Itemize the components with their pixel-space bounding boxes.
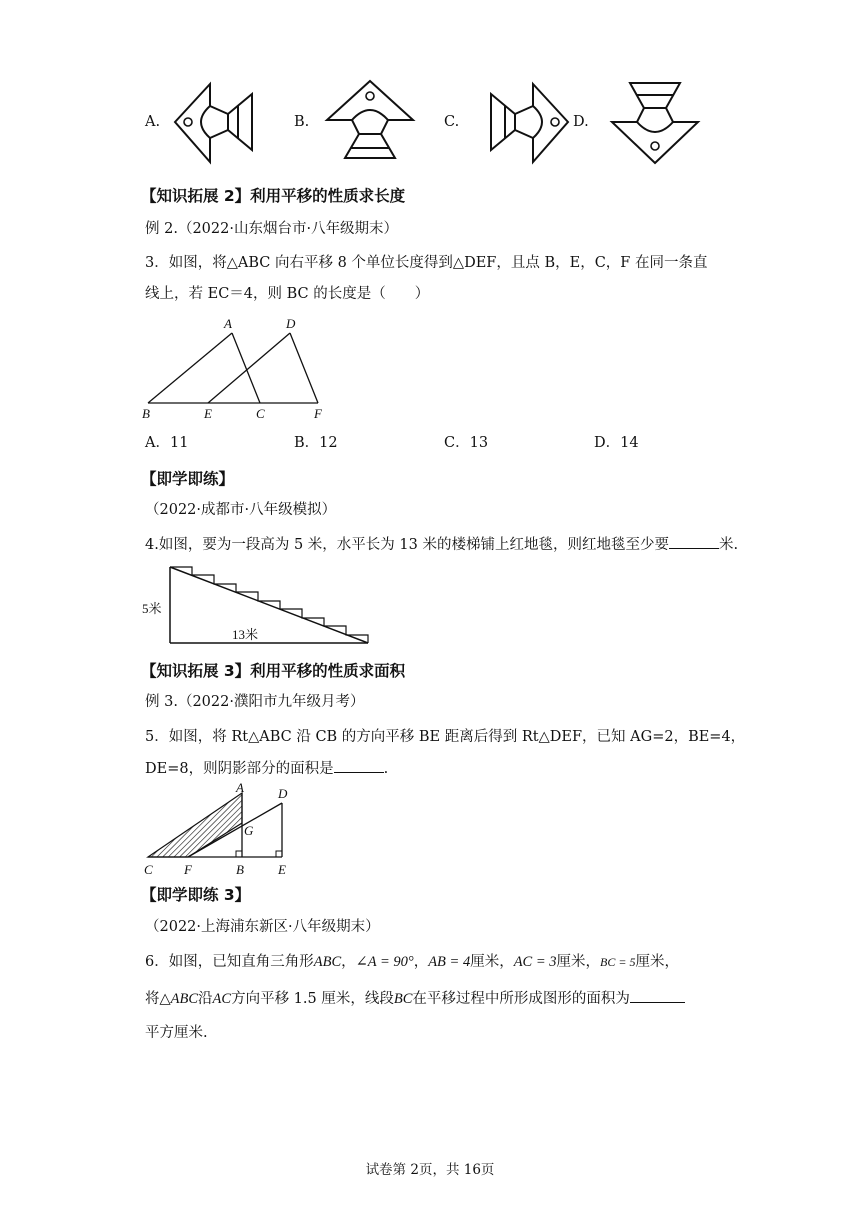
q6-part-c: ， bbox=[413, 954, 429, 970]
q6-part-e: 厘米， bbox=[556, 954, 601, 970]
q6-tri: △ABC bbox=[159, 991, 199, 1007]
label-13m: 13米 bbox=[232, 627, 259, 642]
q6-line2-c: 方向平移 1.5 厘米，线段 bbox=[231, 991, 394, 1007]
q3-option-a: A．11 bbox=[145, 435, 189, 451]
label-c: C bbox=[256, 406, 265, 421]
q3-option-d: D．14 bbox=[594, 435, 639, 451]
q6-abc: ABC bbox=[313, 954, 342, 970]
q4-text bbox=[145, 534, 738, 555]
fish-figure-d bbox=[608, 78, 703, 168]
fish-figure-c bbox=[478, 76, 573, 171]
practice1-heading: 【即学即练】 bbox=[141, 470, 235, 488]
q6-bc: BC = 5 bbox=[600, 955, 636, 969]
practice1-source: （2022·成都市·八年级模拟） bbox=[145, 502, 337, 518]
label-a: A bbox=[224, 316, 232, 331]
q6-angle: ∠A = 90° bbox=[355, 954, 414, 970]
q6-ac2: AC bbox=[212, 991, 232, 1007]
q5-shaded-figure bbox=[140, 780, 310, 878]
q6-line2-d: 在平移过程中所形成图形的面积为 bbox=[412, 991, 630, 1007]
q6-bc2: BC bbox=[393, 991, 413, 1007]
fish-figure-b bbox=[323, 76, 418, 166]
page-footer: 试卷第 2页，共 16页 bbox=[365, 1162, 495, 1178]
option-a-label: A. bbox=[145, 114, 161, 130]
fish-figure-a bbox=[170, 76, 265, 171]
q6-ab: AB = 4 bbox=[428, 954, 471, 970]
q4-prompt: 4.如图，要为一段高为 5 米，水平长为 13 米的楼梯铺上红地毯，则红地毯至少要 bbox=[145, 537, 669, 553]
q6-line2-b: 沿 bbox=[198, 991, 213, 1007]
q6-line1 bbox=[145, 952, 679, 972]
label-b: B bbox=[236, 862, 244, 877]
section3-example: 例 3.（2022·濮阳市九年级月考） bbox=[145, 694, 365, 710]
label-f: F bbox=[184, 862, 192, 877]
label-e: E bbox=[278, 862, 286, 877]
option-b-label: B. bbox=[294, 114, 310, 130]
q4-unit: 米. bbox=[718, 537, 739, 553]
label-f: F bbox=[314, 406, 322, 421]
label-d: D bbox=[278, 786, 288, 801]
q5-end: . bbox=[383, 761, 389, 777]
q3-option-c: C．13 bbox=[444, 435, 489, 451]
q6-part-a: 6．如图，已知直角三角形 bbox=[145, 954, 314, 970]
q6-line3: 平方厘米. bbox=[145, 1025, 208, 1041]
section2-example: 例 2.（2022·山东烟台市·八年级期末） bbox=[145, 221, 399, 237]
q3-line2: 线上，若 EC＝4，则 BC 的长度是（ ） bbox=[145, 286, 430, 302]
option-d-label: D. bbox=[573, 114, 589, 130]
label-a: A bbox=[236, 780, 244, 795]
q6-part-b: ， bbox=[341, 954, 356, 970]
q6-answer-blank[interactable] bbox=[630, 988, 685, 1003]
q3-option-b: B．12 bbox=[294, 435, 338, 451]
label-d: D bbox=[286, 316, 296, 331]
q5-answer-blank[interactable] bbox=[334, 758, 384, 773]
q6-ac: AC = 3 bbox=[513, 954, 557, 970]
option-c-label: C. bbox=[444, 114, 460, 130]
q4-answer-blank[interactable] bbox=[669, 534, 719, 549]
label-e: E bbox=[204, 406, 212, 421]
q3-translation-figure bbox=[140, 314, 340, 424]
label-c: C bbox=[144, 862, 153, 877]
section3-heading: 【知识拓展 3】利用平移的性质求面积 bbox=[141, 662, 406, 680]
q3-line1: 3．如图，将△ABC 向右平移 8 个单位长度得到△DEF，且点 B，E，C，F 在同一条直 bbox=[145, 255, 708, 271]
section2-heading: 【知识拓展 2】利用平移的性质求长度 bbox=[141, 187, 406, 205]
label-g: G bbox=[244, 823, 254, 838]
q6-part-f: 厘米， bbox=[635, 954, 679, 970]
q4-staircase-figure bbox=[140, 560, 380, 650]
label-5m: 5米 bbox=[142, 601, 162, 616]
practice3-source: （2022·上海浦东新区·八年级期末） bbox=[145, 919, 380, 935]
q6-line2-a: 将 bbox=[145, 991, 160, 1007]
practice3-heading: 【即学即练 3】 bbox=[141, 886, 251, 904]
q6-part-d: 厘米， bbox=[470, 954, 514, 970]
label-b: B bbox=[142, 406, 150, 421]
q5-prompt: DE=8，则阴影部分的面积是 bbox=[145, 761, 334, 777]
q5-line1: 5．如图，将 Rt△ABC 沿 CB 的方向平移 BE 距离后得到 Rt△DEF，已知 AG=2，BE=4， bbox=[145, 729, 746, 745]
q5-line2 bbox=[145, 758, 388, 779]
q6-line2 bbox=[145, 988, 685, 1009]
